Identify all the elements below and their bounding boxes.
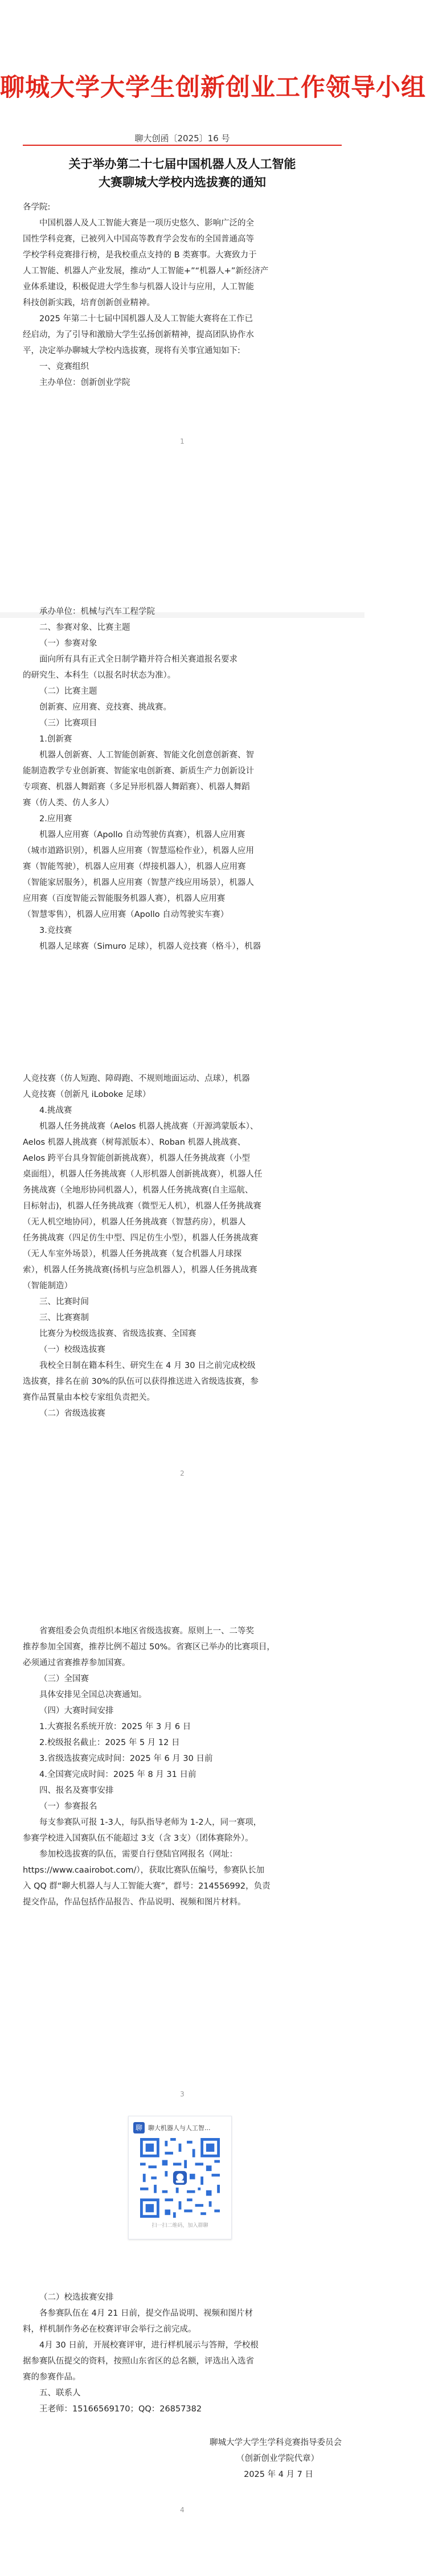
qr-caption: 扫一扫二维码，加入群聊 bbox=[151, 2223, 208, 2229]
page-number: 2 bbox=[180, 1469, 185, 1477]
document-page-3 bbox=[0, 1074, 364, 1907]
body-line: 任务挑战赛（四足仿生中型、四足仿生小型），机器人任务挑战赛 bbox=[23, 1234, 259, 1243]
body-line: 机器人任务挑战赛（Aelos 机器人挑战赛（开源鸿蒙版本）、 bbox=[39, 1122, 259, 1131]
red-divider-line bbox=[23, 145, 342, 146]
body-line: 2025 年第二十七届中国机器人及人工智能大赛将在工作已 bbox=[39, 314, 253, 323]
item-heading: 4.挑战赛 bbox=[39, 1106, 72, 1115]
group-name: 聊大机器人与人工智... bbox=[148, 2124, 211, 2132]
sub-heading: （三）全国赛 bbox=[39, 1674, 89, 1684]
body-line: （无人车室外场景），机器人任务挑战赛（复合机器人月球探 bbox=[23, 1250, 242, 1259]
qq-group-qr-card[interactable] bbox=[128, 2116, 232, 2239]
website-url[interactable]: https://www.caairobot.com/），获取比赛队伍编号，参赛队长加 bbox=[23, 1866, 265, 1875]
sub-heading: （四）大赛时间安排 bbox=[39, 1706, 114, 1715]
group-avatar: 聊 bbox=[133, 2122, 145, 2133]
qr-card-header bbox=[133, 2121, 227, 2135]
body-line: （无人机空地协同），机器人任务挑战赛（智慧药房），机器人 bbox=[23, 1218, 246, 1227]
body-line: 目标射击)，机器人任务挑战赛（微型无人机），机器人任务挑战赛 bbox=[23, 1202, 261, 1211]
body-line: 平，决定举办聊城大学校内选拔赛，现将有关事宜通知如下: bbox=[23, 346, 240, 355]
body-line: 人竞技赛（仿人短跑、障碍跑、不规则地面运动、点球），机器 bbox=[23, 1074, 250, 1083]
document-page-2 bbox=[0, 456, 364, 1168]
section-heading: 四、报名及赛事安排 bbox=[39, 1786, 114, 1795]
body-line: 各参赛队伍在 4月 21 日前，提交作品说明、视频和图片材 bbox=[39, 2309, 253, 2318]
page-number: 4 bbox=[180, 2506, 185, 2514]
body-line: 选拔赛，排名在前 30%的队伍可以获得推送进入省级选拔赛，参 bbox=[23, 1377, 259, 1386]
body-line: 每支参赛队可报 1-3人，每队指导老师为 1-2人，同一赛项， bbox=[39, 1818, 262, 1827]
body-line: 省赛组委会负责组织本地区省级选拔赛。原则上一、二等奖 bbox=[39, 1627, 254, 1636]
schedule-item: 4.全国赛完成时间：2025 年 8 月 31 日前 bbox=[39, 1770, 196, 1779]
body-line: 创新赛、应用赛、竞技赛、挑战赛。 bbox=[39, 703, 171, 712]
sub-heading: （一）参赛报名 bbox=[39, 1802, 97, 1811]
body-line: 各学院: bbox=[23, 203, 51, 212]
body-line: 赛（仿人类、仿人多人） bbox=[23, 798, 114, 808]
body-line: 主办单位：创新创业学院 bbox=[39, 378, 130, 387]
page-3-body bbox=[23, 1071, 342, 1422]
section-heading: 三、比赛赛制 bbox=[39, 1313, 89, 1322]
body-line: （城市道路识别），机器人应用赛（智慧巡检作业），机器人应用 bbox=[23, 846, 254, 855]
body-line: 赛（智能驾驶），机器人应用赛（焊接机器人），机器人应用赛 bbox=[23, 862, 246, 871]
body-line: 据参赛队伍提交的资料，按照山东省区的总名额，评选出入选省 bbox=[23, 2357, 254, 2366]
body-line: 中国机器人及人工智能大赛是一项历史悠久、影响广泛的全 bbox=[39, 219, 254, 228]
schedule-item: 2.校级报名截止：2025 年 5 月 12 日 bbox=[39, 1738, 180, 1747]
page-2-body bbox=[23, 604, 342, 955]
body-line: Aelos 机器人挑战赛（树莓派版本）、Roban 机器人挑战赛、 bbox=[23, 1138, 246, 1147]
body-line: 提交作品，作品包括作品报告、作品说明、视频和图片材料。 bbox=[23, 1898, 246, 1907]
body-line: 人竞技赛（创新凡 iLoboke 足球） bbox=[23, 1090, 151, 1099]
item-heading: 1.创新赛 bbox=[39, 735, 72, 744]
body-line: 必须通过省赛推荐参加国赛。 bbox=[23, 1658, 130, 1668]
body-line: 科技创新实践，培育创新创业精神。 bbox=[23, 298, 155, 308]
body-line: 机器人足球赛（Simuro 足球），机器人竞技赛（格斗），机器 bbox=[39, 942, 261, 951]
body-line: 学校学科竞赛排行榜，是我校重点支持的 B 类赛事。大赛致力于 bbox=[23, 251, 257, 260]
body-line: 能制造教学专业创新赛、智能家电创新赛、新质生产力创新设计 bbox=[23, 767, 254, 776]
body-line: 面向所有具有正式全日制学籍并符合相关赛道报名要求 bbox=[39, 655, 237, 664]
body-line: 机器人创新赛、人工智能创新赛、智能文化创意创新赛、智 bbox=[39, 751, 254, 760]
sign-date: 2025 年 4 月 7 日 bbox=[244, 2470, 313, 2479]
section-heading: 五、联系人 bbox=[39, 2389, 81, 2398]
sub-heading: （二）省级选拔赛 bbox=[39, 1409, 105, 1418]
body-line: 入 QQ 群“聊大机器人与人工智能大赛”，群号：214556992，负责 bbox=[23, 1882, 271, 1891]
page-number: 3 bbox=[180, 2090, 185, 2098]
body-line: 参加校选拔赛的队伍，需要自行登陆官网报名（网址： bbox=[39, 1850, 237, 1859]
document-number: 聊大创函〔2025〕16 号 bbox=[134, 133, 230, 144]
body-line: 具体安排见全国总决赛通知。 bbox=[39, 1690, 147, 1699]
sub-heading: （二）校选拔赛安排 bbox=[39, 2293, 114, 2302]
notice-title-line-2: 大赛聊城大学校内选拔赛的通知 bbox=[99, 175, 266, 189]
body-line: 应用赛（百度智能云智能服务机器人赛），机器人应用赛 bbox=[23, 894, 226, 903]
section-heading: 三、比赛时间 bbox=[39, 1297, 89, 1307]
notice-title bbox=[23, 155, 342, 191]
sub-heading: （一）校级选拔赛 bbox=[39, 1345, 105, 1354]
body-line: 经启动，为了引导和激励大学生弘扬创新精神，提高团队协作水 bbox=[23, 330, 254, 339]
body-line: 赛作品質量由本校专家组负责把关。 bbox=[23, 1393, 155, 1402]
body-line: （智慧零售），机器人应用赛（Apollo 自动驾驶实车赛） bbox=[23, 910, 229, 919]
body-line: 国性学科竞赛，已被列入中国高等教育学会发布的全国普通高等 bbox=[23, 235, 254, 244]
body-line: 比赛分为校级选拔赛、省级选拔赛、全国赛 bbox=[39, 1329, 196, 1338]
body-line: 料，样机制作务必在校赛评审会举行之前完成。 bbox=[23, 2325, 196, 2334]
notice-title-line-1: 关于举办第二十七届中国机器人及人工智能 bbox=[68, 157, 296, 171]
contact-line: 王老师：15166569170；QQ：26857382 bbox=[39, 2405, 202, 2414]
body-line: 的研究生、本科生（以报名时状态为准）。 bbox=[23, 671, 176, 680]
section-heading: 一、竞赛组织 bbox=[39, 362, 89, 371]
sub-heading: （二）比赛主题 bbox=[39, 687, 97, 696]
body-line: 业体系建设，积极促进大学生参与机器人设计与应用，人工智能 bbox=[23, 282, 254, 292]
body-line: （智能家居服务），机器人应用赛（智慧产线应用场景），机器人 bbox=[23, 878, 254, 887]
body-line: 推荐参加全国赛，推荐比例不超过 50%。省赛区已举办的比赛项目， bbox=[23, 1643, 275, 1652]
body-line: Aelos 跨平台具身智能创新挑战赛），机器人任务挑战赛（小型 bbox=[23, 1154, 250, 1163]
body-line: 人工智能、机器人产业发展，推动“人工智能+”“机器人+”新经济产 bbox=[23, 267, 269, 276]
page-number: 1 bbox=[180, 437, 185, 445]
sub-heading: （三）比赛项目 bbox=[39, 719, 97, 728]
red-header-title: 聊城大学大学生创新创业工作领导小组 bbox=[0, 75, 426, 101]
body-line: 赛的参赛作品。 bbox=[23, 2373, 81, 2382]
body-line: 参赛学校进入国赛队伍不能超过 3支（含 3支）（团体赛除外）。 bbox=[23, 1834, 253, 1843]
body-line: 专项赛、机器人舞蹈赛（多足异形机器人舞蹈赛）、机器人舞蹈 bbox=[23, 783, 250, 792]
page-1-body bbox=[23, 199, 342, 391]
body-line: 机器人应用赛（Apollo 自动驾驶仿真赛），机器人应用赛 bbox=[39, 830, 245, 839]
sub-heading: （一）参赛对象 bbox=[39, 639, 97, 648]
signature-block bbox=[23, 2435, 342, 2483]
page-4-body bbox=[23, 2290, 342, 2417]
sign-organization-seal: （创新创业学院代章） bbox=[236, 2454, 319, 2463]
sign-organization: 聊城大学大学生学科竞赛指导委员会 bbox=[210, 2438, 342, 2447]
document-page-4 bbox=[0, 1840, 364, 2576]
body-line: 索），机器人任务挑战赛(扬机与应急机器人），机器人任务挑战赛 bbox=[23, 1266, 257, 1275]
section-heading: 二、参赛对象、比赛主题 bbox=[39, 623, 130, 632]
item-heading: 2.应用赛 bbox=[39, 814, 72, 824]
body-line: 桌面组），机器人任务挑战赛（人形机器人创新挑战赛），机器人任 bbox=[23, 1170, 263, 1179]
body-line: 务挑战赛（全地形协同机器人），机器人任务挑战赛(自主巡航、 bbox=[23, 1186, 253, 1195]
schedule-item: 3.省级选拔赛完成时间：2025 年 6 月 30 日前 bbox=[39, 1754, 213, 1763]
qr-code-icon bbox=[140, 2138, 220, 2218]
body-line: 我校全日制在籍本科生、研究生在 4 月 30 日之前完成校级 bbox=[39, 1361, 256, 1370]
body-line: （智能制造） bbox=[23, 1281, 72, 1291]
item-heading: 3.竞技赛 bbox=[39, 926, 72, 935]
schedule-item: 1.大赛报名系统开放：2025 年 3 月 6 日 bbox=[39, 1722, 191, 1731]
body-line: 承办单位：机械与汽车工程学院 bbox=[39, 607, 155, 616]
body-line: 4月 30 日前，开展校赛评审，进行样机展示与答辩，学校根 bbox=[39, 2341, 259, 2350]
